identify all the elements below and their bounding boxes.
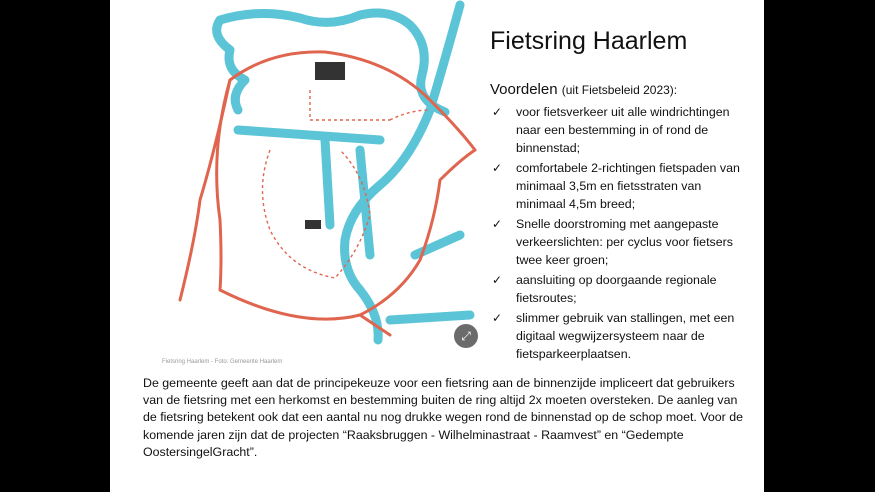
check-icon: ✓ (492, 273, 503, 287)
subtitle-source: (uit Fietsbeleid 2023): (561, 83, 678, 97)
bullet-text: comfortabele 2-richtingen fietspaden van minimaal 3,5m en fietsstraten van minimaal 4,5m breed; (516, 161, 740, 211)
subtitle-main: Voordelen (490, 81, 558, 98)
check-icon: ✓ (492, 217, 503, 231)
slide-subtitle (490, 81, 677, 98)
bullet-text: aansluiting op doorgaande regionale fietsroutes; (516, 273, 717, 305)
list-item (490, 159, 750, 213)
body-paragraph: De gemeente geeft aan dat de principekeuze voor een fietsring aan de binnenzijde impliceert dat gebruikers van de fietsring met een herkomst en bestemming buiten de ring altijd 2x moeten oversteken. De aanleg van de fietsring betekent ook dat een aantal nu nog drukke wegen rond de binnenstad op de schop moet. Voor de komende jaren zijn dat de projecten “Raaksbruggen - Wilhelminastraat - Raamvest” en “Gedempte OostersingelGracht”. (143, 376, 744, 459)
fietsring-map (160, 0, 485, 355)
list-item (490, 309, 750, 363)
map-caption: Fietsring Haarlem - Foto: Gemeente Haarlem (162, 359, 283, 365)
list-item (490, 271, 750, 307)
check-icon: ✓ (492, 311, 503, 325)
check-icon: ✓ (492, 105, 503, 119)
advantages-list (490, 103, 750, 365)
building-icon (305, 220, 321, 229)
check-icon: ✓ (492, 161, 503, 175)
bullet-text: Snelle doorstroming met aangepaste verkeerslichten: per cyclus voor fietsers twee keer groen; (516, 217, 733, 267)
list-item (490, 103, 750, 157)
bullet-text: slimmer gebruik van stallingen, met een digitaal wegwijzersysteem naar de fietsparkeerplaatsen. (516, 311, 735, 361)
slide (110, 0, 764, 492)
list-item (490, 215, 750, 269)
building-icon (315, 62, 345, 80)
expand-icon[interactable]: ⤢ (454, 324, 478, 348)
slide-title: Fietsring Haarlem (490, 27, 688, 55)
bullet-text: voor fietsverkeer uit alle windrichtingen naar een bestemming in of rond de binnenstad; (516, 105, 730, 155)
